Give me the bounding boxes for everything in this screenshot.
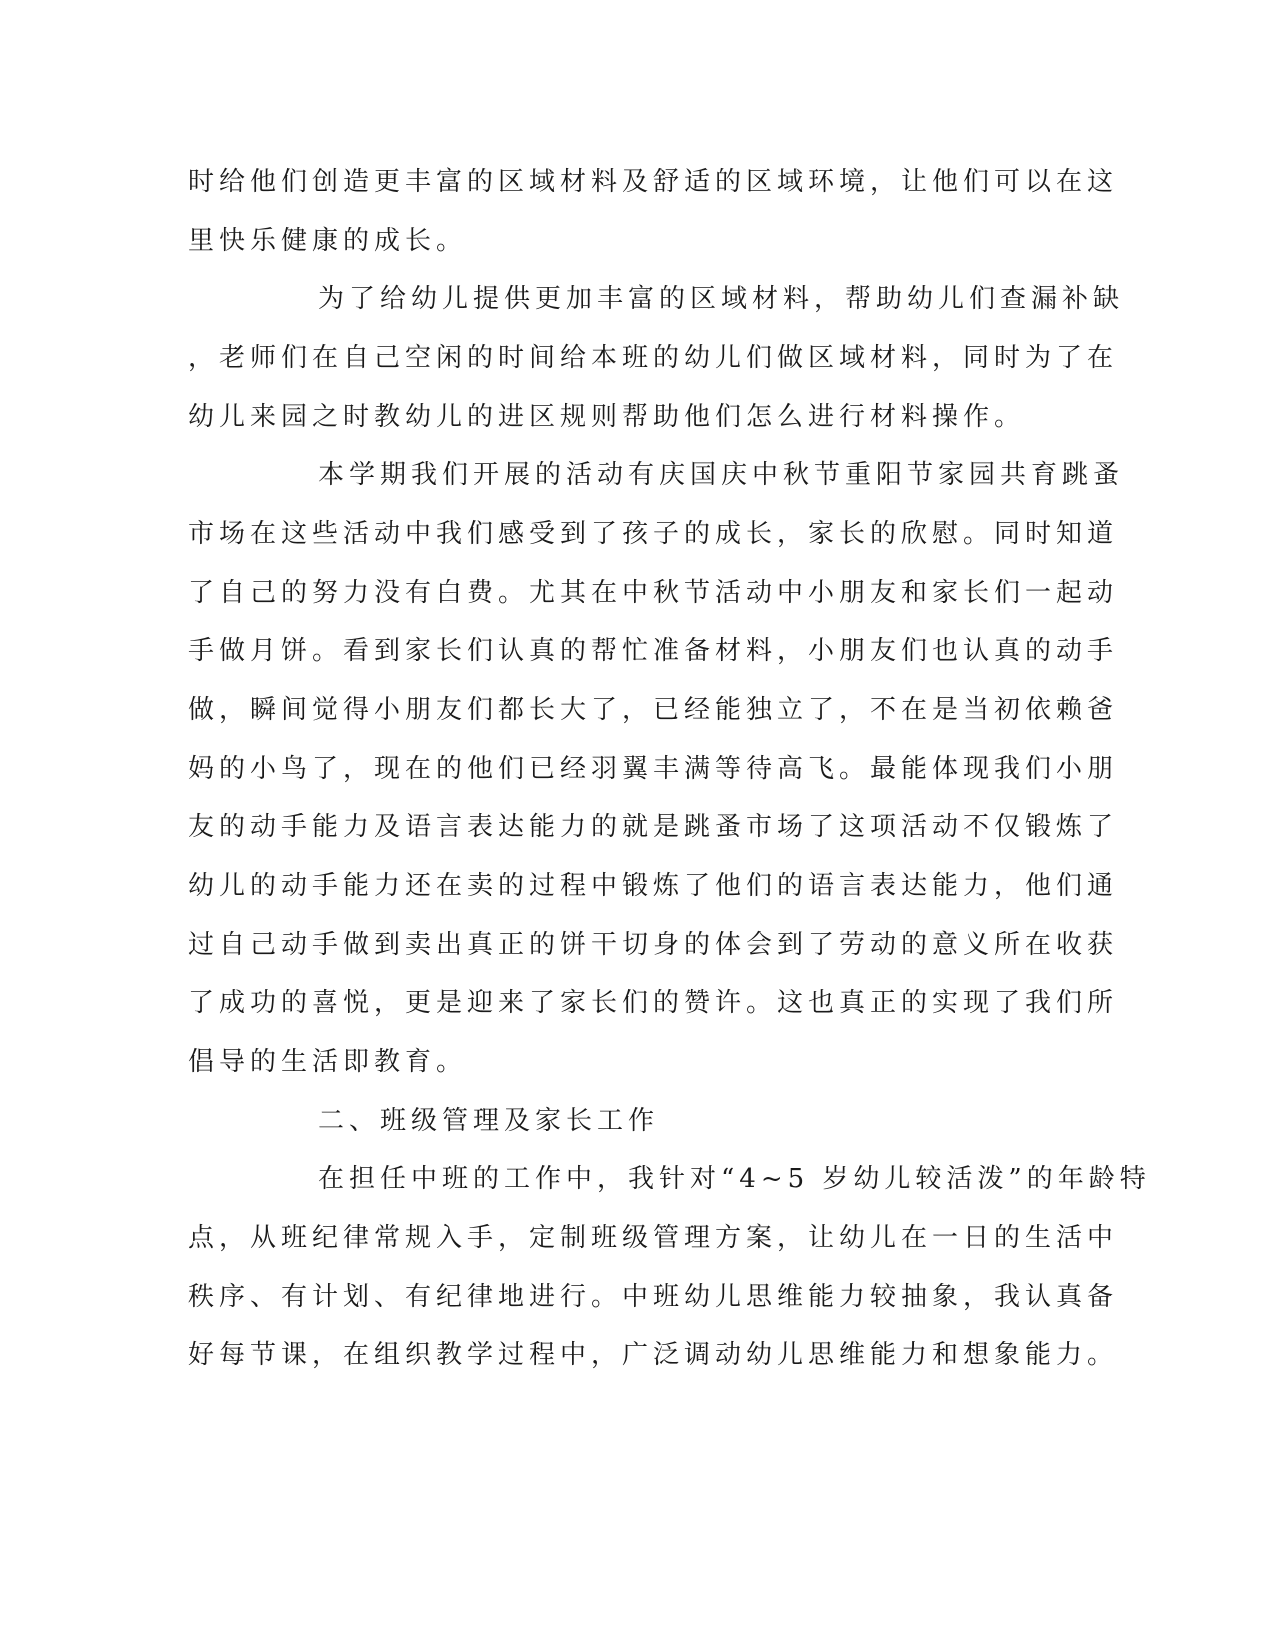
text-line: 幼儿来园之时教幼儿的进区规则帮助他们怎么进行材料操作。 — [188, 402, 1026, 432]
text-line: 做，瞬间觉得小朋友们都长大了，已经能独立了，不在是当初依赖爸 — [188, 695, 1119, 725]
text-line: 里快乐健康的成长。 — [188, 226, 468, 256]
text-line: 秩序、有计划、有纪律地进行。中班幼儿思维能力较抽象，我认真备 — [188, 1282, 1119, 1312]
text-line: 妈的小鸟了，现在的他们已经羽翼丰满等待高飞。最能体现我们小朋 — [188, 754, 1119, 784]
text-line: 了自己的努力没有白费。尤其在中秋节活动中小朋友和家长们一起动 — [188, 578, 1119, 608]
text-line: 倡导的生活即教育。 — [188, 1047, 468, 1077]
text-line: 幼儿的动手能力还在卖的过程中锻炼了他们的语言表达能力，他们通 — [188, 871, 1119, 901]
text-line: ，老师们在自己空闲的时间给本班的幼儿们做区域材料，同时为了在 — [188, 343, 1119, 373]
text-line: 好每节课，在组织教学过程中，广泛调动幼儿思维能力和想象能力。 — [188, 1340, 1119, 1370]
text-line: 了成功的喜悦，更是迎来了家长们的赞许。这也真正的实现了我们所 — [188, 988, 1119, 1018]
paragraph-start-line: 在担任中班的工作中，我针对“4~5 岁幼儿较活泼”的年龄特 — [318, 1164, 1151, 1194]
text-line: 市场在这些活动中我们感受到了孩子的成长，家长的欣慰。同时知道 — [188, 519, 1119, 549]
text-line: 手做月饼。看到家长们认真的帮忙准备材料，小朋友们也认真的动手 — [188, 636, 1119, 666]
paragraph-start-line: 本学期我们开展的活动有庆国庆中秋节重阳节家园共育跳蚤 — [318, 460, 1125, 490]
paragraph-start-line: 为了给幼儿提供更加丰富的区域材料，帮助幼儿们查漏补缺 — [318, 284, 1125, 314]
text-line: 点，从班纪律常规入手，定制班级管理方案，让幼儿在一日的生活中 — [188, 1223, 1119, 1253]
section-heading: 二、班级管理及家长工作 — [318, 1106, 660, 1136]
text-line: 友的动手能力及语言表达能力的就是跳蚤市场了这项活动不仅锻炼了 — [188, 812, 1119, 842]
text-line: 时给他们创造更丰富的区域材料及舒适的区域环境，让他们可以在这 — [188, 167, 1119, 197]
text-line: 过自己动手做到卖出真正的饼干切身的体会到了劳动的意义所在收获 — [188, 930, 1119, 960]
